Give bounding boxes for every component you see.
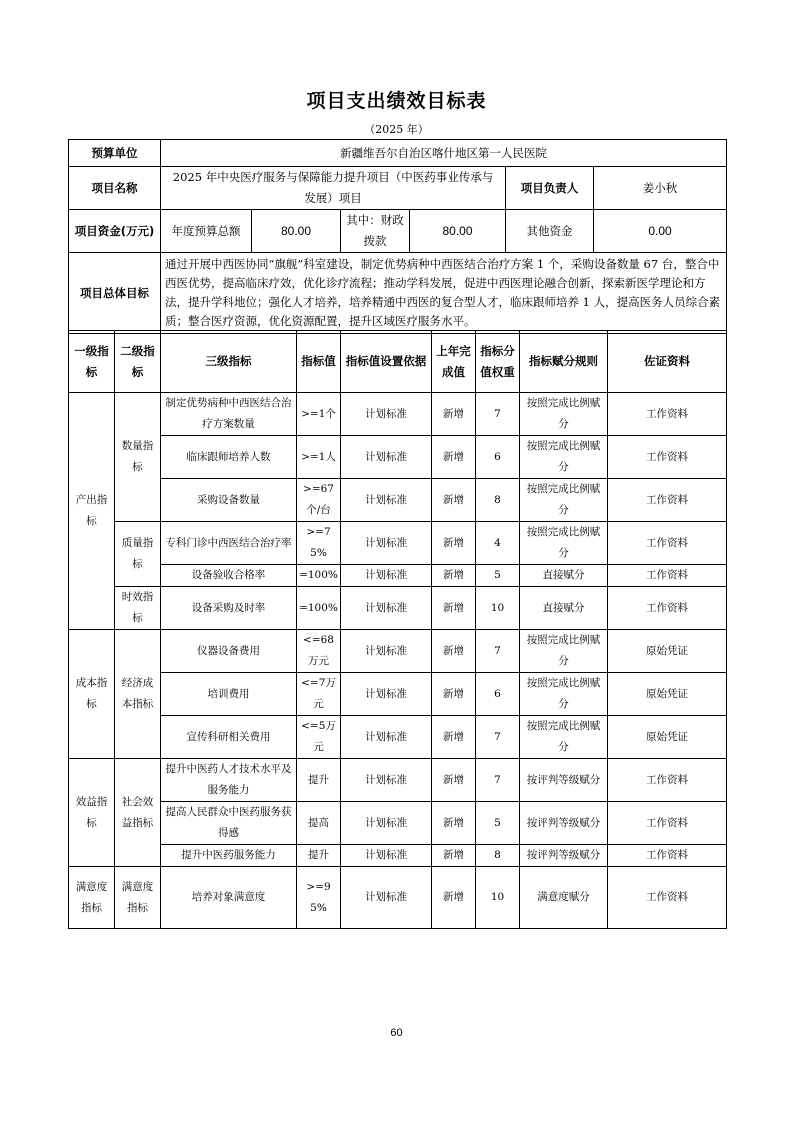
indicator-name: 专科门诊中西医结合治疗率: [161, 522, 297, 565]
scoring-rule: 按评判等级赋分: [520, 845, 608, 867]
annual-budget-value: 80.00: [252, 210, 341, 253]
scoring-rule: 按照完成比例赋分: [520, 630, 608, 673]
table-row: [69, 565, 727, 587]
previous-value: 新增: [432, 393, 476, 436]
indicator-name: 设备采购及时率: [161, 587, 297, 630]
indicator-weight: 7: [476, 759, 520, 802]
column-header: 二级指标: [115, 331, 161, 393]
year-label: （2025 年）: [364, 123, 429, 136]
table-row: [69, 673, 727, 716]
indicator-basis: 计划标准: [341, 630, 432, 673]
column-header: 指标值设置依据: [341, 331, 432, 393]
table-row: [69, 436, 727, 479]
indicator-basis: 计划标准: [341, 759, 432, 802]
indicator-value: >=75%: [297, 522, 341, 565]
table-row: [69, 845, 727, 867]
indicator-name: 培养对象满意度: [161, 867, 297, 929]
level1-indicator: 满意度指标: [69, 867, 115, 929]
budget-unit-value: 新疆维吾尔自治区喀什地区第一人民医院: [161, 140, 727, 167]
scoring-rule: 按照完成比例赋分: [520, 479, 608, 522]
indicator-basis: 计划标准: [341, 522, 432, 565]
level1-indicator: 效益指标: [69, 759, 115, 867]
level2-indicator: 数量指标: [115, 393, 161, 522]
evidence: 工作资料: [608, 522, 727, 565]
indicator-value: >=1人: [297, 436, 341, 479]
indicator-basis: 计划标准: [341, 393, 432, 436]
table-row: [69, 802, 727, 845]
scoring-rule: 直接赋分: [520, 587, 608, 630]
table-row: [69, 393, 727, 436]
scoring-rule: 按评判等级赋分: [520, 759, 608, 802]
previous-value: 新增: [432, 522, 476, 565]
indicator-value: =100%: [297, 565, 341, 587]
budget-unit-label: 预算单位: [69, 140, 161, 167]
project-info-table: [68, 139, 727, 334]
fiscal-funds-value: 80.00: [410, 210, 506, 253]
level1-indicator: 成本指标: [69, 630, 115, 759]
table-row: [69, 587, 727, 630]
evidence: 工作资料: [608, 867, 727, 929]
indicator-weight: 5: [476, 565, 520, 587]
table-row: [69, 759, 727, 802]
indicator-weight: 7: [476, 630, 520, 673]
page-title: 项目支出绩效目标表: [306, 90, 487, 112]
indicator-basis: 计划标准: [341, 436, 432, 479]
other-funds-label: 其他资金: [506, 210, 594, 253]
indicator-weight: 6: [476, 436, 520, 479]
indicator-value: <=7万元: [297, 673, 341, 716]
indicator-basis: 计划标准: [341, 802, 432, 845]
indicator-name: 临床跟师培养人数: [161, 436, 297, 479]
indicator-name: 采购设备数量: [161, 479, 297, 522]
level2-indicator: 时效指标: [115, 587, 161, 630]
indicator-name: 设备验收合格率: [161, 565, 297, 587]
evidence: 工作资料: [608, 759, 727, 802]
overall-goal-text: 通过开展中西医协同“旗舰”科室建设，制定优势病种中西医结合治疗方案 1 个，采购设备数量 67 台，整合中西医优势，提高临床疗效，优化诊疗流程；推动学科发展，促进中西医理论融合创新，探索新医学理论和方法，提升学科地位；强化人才培养，培养精通中西医的复合型人才，临床跟师培养 1 人，提高医务人员综合素质；整合医疗资源，优化资源配置，提升区域医疗服务水平。: [161, 253, 727, 334]
page-number: 60: [390, 1027, 403, 1039]
indicator-value: >=1个: [297, 393, 341, 436]
column-header: 一级指标: [69, 331, 115, 393]
indicator-weight: 7: [476, 716, 520, 759]
evidence: 工作资料: [608, 845, 727, 867]
other-funds-value: 0.00: [594, 210, 727, 253]
indicator-value: 提升: [297, 759, 341, 802]
indicator-weight: 6: [476, 673, 520, 716]
scoring-rule: 按照完成比例赋分: [520, 436, 608, 479]
evidence: 原始凭证: [608, 716, 727, 759]
indicator-value: 提升: [297, 845, 341, 867]
indicator-weight: 7: [476, 393, 520, 436]
indicator-weight: 10: [476, 867, 520, 929]
previous-value: 新增: [432, 673, 476, 716]
indicator-weight: 4: [476, 522, 520, 565]
table-row: [69, 522, 727, 565]
project-name-value: 2025 年中央医疗服务与保障能力提升项目（中医药事业传承与发展）项目: [161, 167, 506, 210]
project-leader-label: 项目负责人: [506, 167, 594, 210]
indicator-basis: 计划标准: [341, 867, 432, 929]
evidence: 工作资料: [608, 436, 727, 479]
previous-value: 新增: [432, 802, 476, 845]
scoring-rule: 按照完成比例赋分: [520, 522, 608, 565]
column-header: 指标分值权重: [476, 331, 520, 393]
previous-value: 新增: [432, 716, 476, 759]
project-leader-value: 姜小秋: [594, 167, 727, 210]
indicator-name: 培训费用: [161, 673, 297, 716]
level2-indicator: 满意度指标: [115, 867, 161, 929]
scoring-rule: 按评判等级赋分: [520, 802, 608, 845]
indicator-basis: 计划标准: [341, 479, 432, 522]
column-header: 三级指标: [161, 331, 297, 393]
table-row: [69, 867, 727, 929]
indicator-weight: 10: [476, 587, 520, 630]
project-name-label: 项目名称: [69, 167, 161, 210]
indicator-basis: 计划标准: [341, 673, 432, 716]
previous-value: 新增: [432, 479, 476, 522]
indicator-name: 提升中医药人才技术水平及服务能力: [161, 759, 297, 802]
previous-value: 新增: [432, 845, 476, 867]
table-row: [69, 479, 727, 522]
evidence: 工作资料: [608, 479, 727, 522]
level1-indicator: 产出指标: [69, 393, 115, 630]
project-funds-label: 项目资金(万元): [69, 210, 161, 253]
indicator-basis: 计划标准: [341, 845, 432, 867]
indicator-value: =100%: [297, 587, 341, 630]
evidence: 原始凭证: [608, 630, 727, 673]
fiscal-funds-label: 其中：财政拨款: [341, 210, 410, 253]
evidence: 原始凭证: [608, 673, 727, 716]
scoring-rule: 按照完成比例赋分: [520, 716, 608, 759]
evidence: 工作资料: [608, 587, 727, 630]
previous-value: 新增: [432, 759, 476, 802]
level2-indicator: 经济成本指标: [115, 630, 161, 759]
previous-value: 新增: [432, 630, 476, 673]
indicator-value: >=95%: [297, 867, 341, 929]
overall-goal-label: 项目总体目标: [69, 253, 161, 334]
column-header: 佐证资料: [608, 331, 727, 393]
previous-value: 新增: [432, 436, 476, 479]
column-header: 指标值: [297, 331, 341, 393]
scoring-rule: 按照完成比例赋分: [520, 393, 608, 436]
column-header: 上年完成值: [432, 331, 476, 393]
indicator-weight: 5: [476, 802, 520, 845]
indicator-value: 提高: [297, 802, 341, 845]
indicator-name: 制定优势病种中西医结合治疗方案数量: [161, 393, 297, 436]
previous-value: 新增: [432, 587, 476, 630]
table-header-row: [69, 331, 727, 393]
annual-budget-label: 年度预算总额: [161, 210, 252, 253]
evidence: 工作资料: [608, 802, 727, 845]
indicator-value: <=68万元: [297, 630, 341, 673]
indicator-name: 提高人民群众中医药服务获得感: [161, 802, 297, 845]
scoring-rule: 按照完成比例赋分: [520, 673, 608, 716]
performance-indicator-table: [68, 330, 727, 929]
indicator-basis: 计划标准: [341, 565, 432, 587]
indicator-weight: 8: [476, 845, 520, 867]
evidence: 工作资料: [608, 393, 727, 436]
indicator-name: 提升中医药服务能力: [161, 845, 297, 867]
previous-value: 新增: [432, 565, 476, 587]
indicator-weight: 8: [476, 479, 520, 522]
level2-indicator: 质量指标: [115, 522, 161, 587]
indicator-basis: 计划标准: [341, 716, 432, 759]
indicator-value: >=67个/台: [297, 479, 341, 522]
evidence: 工作资料: [608, 565, 727, 587]
indicator-basis: 计划标准: [341, 587, 432, 630]
indicator-name: 宣传科研相关费用: [161, 716, 297, 759]
table-row: [69, 716, 727, 759]
scoring-rule: 直接赋分: [520, 565, 608, 587]
table-row: [69, 630, 727, 673]
indicator-name: 仪器设备费用: [161, 630, 297, 673]
previous-value: 新增: [432, 867, 476, 929]
indicator-value: <=5万元: [297, 716, 341, 759]
column-header: 指标赋分规则: [520, 331, 608, 393]
scoring-rule: 满意度赋分: [520, 867, 608, 929]
level2-indicator: 社会效益指标: [115, 759, 161, 867]
